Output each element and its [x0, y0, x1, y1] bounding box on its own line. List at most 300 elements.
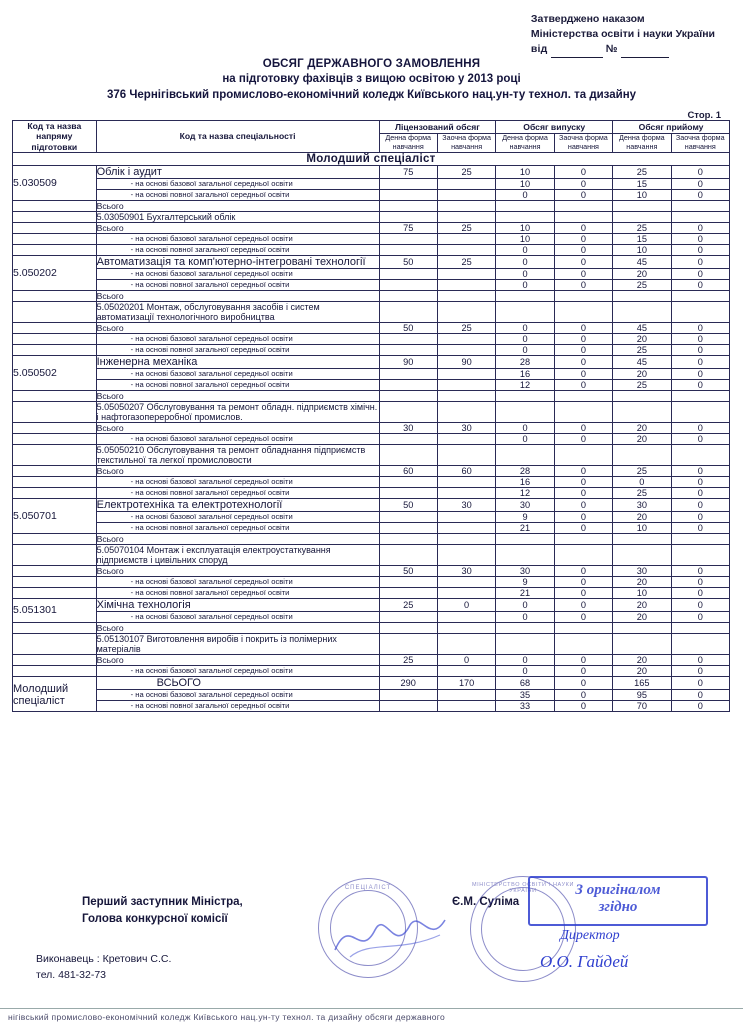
row-label: - на основі повної загальної середньої освіти: [96, 487, 379, 498]
cell-value: 0: [554, 565, 612, 576]
table-row: [13, 200, 730, 211]
page-number: Стор. 1: [687, 110, 721, 121]
cell-value: [437, 689, 495, 700]
cell-value: 25: [437, 165, 495, 178]
cell-value: [437, 700, 495, 711]
cell-value: [554, 544, 612, 565]
table-total-row: [13, 689, 730, 700]
table-row: [13, 433, 730, 444]
row-label: Всього: [96, 622, 379, 633]
cell-value: 0: [613, 476, 671, 487]
table-subspec-row: [13, 301, 730, 322]
cell-value: [379, 401, 437, 422]
cell-value: 68: [496, 676, 554, 689]
cell-value: 0: [671, 511, 729, 522]
cell-value: 0: [671, 165, 729, 178]
cell-value: 0: [554, 498, 612, 511]
spacer-code: [13, 665, 97, 676]
cell-value: [379, 522, 437, 533]
row-label: - на основі базової загальної середньої освіти: [96, 333, 379, 344]
table-row: [13, 598, 730, 611]
spacer-code: [13, 544, 97, 565]
signatory-title-line-1: Перший заступник Міністра,: [82, 896, 243, 908]
cell-value: [379, 344, 437, 355]
cell-value: 0: [554, 379, 612, 390]
cell-value: [437, 665, 495, 676]
cell-value: 20: [613, 598, 671, 611]
table-subspec-row: [13, 544, 730, 565]
subspec-title: 5.05070104 Монтаж і експлуатація електроустаткування підприємств і цивільних споруд: [96, 544, 379, 565]
cell-value: [437, 268, 495, 279]
cell-value: [613, 544, 671, 565]
cell-value: [671, 544, 729, 565]
cell-value: 25: [613, 465, 671, 476]
cell-value: 0: [554, 189, 612, 200]
spacer-code: [13, 444, 97, 465]
cell-value: 60: [379, 465, 437, 476]
cell-value: 75: [379, 222, 437, 233]
table-row: [13, 565, 730, 576]
table-row: [13, 178, 730, 189]
cell-value: 170: [437, 676, 495, 689]
cell-value: [379, 700, 437, 711]
cell-value: [554, 622, 612, 633]
group-name: Електротехніка та електротехнології: [96, 498, 379, 511]
cell-value: 0: [554, 255, 612, 268]
cell-value: 30: [496, 498, 554, 511]
cell-value: 25: [613, 379, 671, 390]
spacer-code: [13, 433, 97, 444]
cell-value: 9: [496, 576, 554, 587]
cell-value: 70: [613, 700, 671, 711]
cell-value: [554, 444, 612, 465]
round-stamp-college-text: СПЕЦІАЛІСТ: [344, 885, 392, 891]
cell-value: 0: [554, 178, 612, 189]
cell-value: 0: [554, 611, 612, 622]
table-row: [13, 322, 730, 333]
cell-value: 25: [613, 165, 671, 178]
spacer-code: [13, 622, 97, 633]
table-subspec-row: [13, 211, 730, 222]
row-label: - на основі базової загальної середньої освіти: [96, 268, 379, 279]
cell-value: 45: [613, 355, 671, 368]
cell-value: 0: [554, 233, 612, 244]
row-label: - на основі повної загальної середньої освіти: [96, 344, 379, 355]
cell-value: 20: [613, 576, 671, 587]
header-group-admission: Обсяг прийому: [613, 121, 730, 134]
cell-value: 50: [379, 498, 437, 511]
table-row: [13, 290, 730, 301]
approval-line-3: [531, 42, 715, 57]
cell-value: [496, 444, 554, 465]
spacer-code: [13, 476, 97, 487]
spacer-code: [13, 487, 97, 498]
cell-value: [379, 511, 437, 522]
spacer-code: [13, 533, 97, 544]
cell-value: 75: [379, 165, 437, 178]
cell-value: [437, 587, 495, 598]
row-label: Всього: [96, 465, 379, 476]
spacer-code: [13, 333, 97, 344]
approval-from-label: від: [530, 43, 548, 56]
cell-value: 20: [613, 665, 671, 676]
spacer-code: [13, 244, 97, 255]
cell-value: [613, 633, 671, 654]
cell-value: 50: [379, 255, 437, 268]
cell-value: [496, 200, 554, 211]
cell-value: [437, 401, 495, 422]
cell-value: [613, 401, 671, 422]
cell-value: [554, 211, 612, 222]
cell-value: 25: [613, 487, 671, 498]
table-total-row: [13, 700, 730, 711]
cell-value: 30: [437, 565, 495, 576]
table-row: [13, 279, 730, 290]
cell-value: 21: [496, 522, 554, 533]
cell-value: 30: [437, 422, 495, 433]
cell-value: 25: [613, 222, 671, 233]
handwritten-director-label: Директор: [560, 928, 620, 943]
spacer-code: [13, 401, 97, 422]
cell-value: 0: [496, 268, 554, 279]
cell-value: 20: [613, 511, 671, 522]
cell-value: 0: [496, 344, 554, 355]
cell-value: [379, 233, 437, 244]
spacer-code: [13, 344, 97, 355]
cell-value: [437, 433, 495, 444]
header-col-specialty: Код та назва спеціальності: [96, 121, 379, 153]
signatory-title: [82, 894, 243, 929]
cell-value: 0: [496, 433, 554, 444]
row-label: - на основі повної загальної середньої освіти: [96, 244, 379, 255]
cell-value: 25: [379, 654, 437, 665]
header-grad-ext: Заочна форма навчання: [554, 133, 612, 152]
cell-value: [437, 368, 495, 379]
cell-value: [379, 665, 437, 676]
row-label: - на основі повної загальної середньої освіти: [96, 522, 379, 533]
cell-value: [379, 279, 437, 290]
row-label: - на основі базової загальної середньої освіти: [96, 611, 379, 622]
cell-value: [379, 268, 437, 279]
cell-value: [379, 390, 437, 401]
cell-value: [437, 633, 495, 654]
cell-value: [671, 533, 729, 544]
cell-value: [379, 368, 437, 379]
table-row: [13, 465, 730, 476]
header-group-licensed: Ліцензований обсяг: [379, 121, 496, 134]
cell-value: 21: [496, 587, 554, 598]
approval-line-1: Затверджено наказом: [530, 13, 645, 25]
table-row: [13, 255, 730, 268]
cell-value: [379, 444, 437, 465]
cell-value: [437, 533, 495, 544]
cell-value: 0: [671, 355, 729, 368]
row-label: - на основі базової загальної середньої освіти: [96, 665, 379, 676]
cell-value: 45: [613, 255, 671, 268]
table-row: [13, 511, 730, 522]
cell-value: [437, 178, 495, 189]
cell-value: 90: [437, 355, 495, 368]
cell-value: [379, 178, 437, 189]
subspec-title: 5.03050901 Бухгалтерський облік: [96, 211, 379, 222]
table-row: [13, 422, 730, 433]
executor-phone: тел. 481-32-73: [36, 968, 107, 981]
table-subspec-row: [13, 444, 730, 465]
cell-value: [496, 533, 554, 544]
cell-value: 15: [613, 178, 671, 189]
cell-value: 90: [379, 355, 437, 368]
table-row: [13, 611, 730, 622]
cell-value: [437, 487, 495, 498]
header-adm-ext: Заочна форма навчання: [671, 133, 729, 152]
row-label: - на основі повної загальної середньої освіти: [96, 279, 379, 290]
table-row: [13, 476, 730, 487]
cell-value: [379, 189, 437, 200]
cell-value: [671, 290, 729, 301]
cell-value: 20: [613, 433, 671, 444]
table-row: [13, 654, 730, 665]
cell-value: [379, 211, 437, 222]
title-line-3: 376 Чернігівський промислово-економічний коледж Київського нац.ун-ту технол. та дизайну: [106, 89, 637, 101]
cell-value: [437, 576, 495, 587]
cell-value: 20: [613, 422, 671, 433]
cell-value: [437, 544, 495, 565]
cell-value: [613, 290, 671, 301]
spacer-code: [13, 576, 97, 587]
title-line-1: ОБСЯГ ДЕРЖАВНОГО ЗАМОВЛЕННЯ: [262, 58, 481, 70]
cell-value: [437, 344, 495, 355]
cell-value: 20: [613, 611, 671, 622]
spacer-code: [13, 390, 97, 401]
cell-value: [379, 476, 437, 487]
cell-value: 0: [437, 654, 495, 665]
cell-value: [379, 301, 437, 322]
approval-number-label: №: [605, 43, 618, 56]
cell-value: 0: [671, 611, 729, 622]
spacer-code: [13, 587, 97, 598]
cell-value: 30: [496, 565, 554, 576]
table-row: [13, 665, 730, 676]
cell-value: 0: [554, 576, 612, 587]
original-copy-stamp-line-2: згідно: [598, 899, 638, 915]
table-row: [13, 368, 730, 379]
cell-value: [437, 211, 495, 222]
cell-value: 0: [671, 244, 729, 255]
table-row: [13, 233, 730, 244]
cell-value: [379, 587, 437, 598]
cell-value: [437, 301, 495, 322]
row-label: - на основі базової загальної середньої освіти: [96, 511, 379, 522]
quota-table: [12, 120, 730, 712]
cell-value: [379, 533, 437, 544]
cell-value: 10: [496, 222, 554, 233]
cell-value: 0: [671, 433, 729, 444]
spacer-code: [13, 633, 97, 654]
cell-value: [437, 622, 495, 633]
cell-value: 0: [554, 322, 612, 333]
cell-value: [437, 522, 495, 533]
cell-value: 0: [671, 178, 729, 189]
cell-value: 0: [671, 598, 729, 611]
table-row: [13, 487, 730, 498]
cell-value: 0: [554, 689, 612, 700]
cell-value: 12: [496, 487, 554, 498]
signature-scribble-icon: [330, 905, 450, 965]
cell-value: 0: [671, 522, 729, 533]
cell-value: [437, 390, 495, 401]
header-col-napryam: Код та назва напряму підготовки: [13, 121, 97, 153]
cell-value: [554, 533, 612, 544]
row-label: Всього: [96, 222, 379, 233]
cell-value: 0: [554, 700, 612, 711]
cell-value: 165: [613, 676, 671, 689]
cell-value: 16: [496, 476, 554, 487]
cell-value: 0: [671, 587, 729, 598]
cell-value: [496, 401, 554, 422]
row-label: - на основі базової загальної середньої освіти: [96, 233, 379, 244]
cell-value: [554, 401, 612, 422]
grand-total-word: ВСЬОГО: [96, 676, 379, 689]
cell-value: 25: [379, 598, 437, 611]
row-label: Всього: [96, 200, 379, 211]
cell-value: [496, 622, 554, 633]
cell-value: 20: [613, 654, 671, 665]
cell-value: 0: [554, 244, 612, 255]
header-grad-day: Денна форма навчання: [496, 133, 554, 152]
cell-value: 0: [554, 279, 612, 290]
cell-value: [379, 333, 437, 344]
cell-value: 0: [671, 576, 729, 587]
cell-value: [437, 244, 495, 255]
cell-value: [671, 211, 729, 222]
spacer-code: [13, 565, 97, 576]
cell-value: 0: [671, 498, 729, 511]
cell-value: 0: [671, 189, 729, 200]
cell-value: 60: [437, 465, 495, 476]
cell-value: [379, 622, 437, 633]
table-row: [13, 244, 730, 255]
cell-value: 0: [554, 165, 612, 178]
cell-value: 0: [554, 268, 612, 279]
cell-value: 0: [496, 598, 554, 611]
cell-value: 25: [437, 222, 495, 233]
table-header-row-1: [13, 121, 730, 134]
cell-value: 0: [554, 476, 612, 487]
cell-value: 0: [496, 322, 554, 333]
cell-value: [496, 390, 554, 401]
cell-value: 290: [379, 676, 437, 689]
cell-value: [496, 633, 554, 654]
cell-value: 10: [496, 178, 554, 189]
cell-value: [496, 211, 554, 222]
cell-value: [437, 444, 495, 465]
cell-value: 0: [671, 689, 729, 700]
cell-value: 0: [671, 222, 729, 233]
row-label: - на основі базової загальної середньої освіти: [96, 368, 379, 379]
cell-value: [613, 444, 671, 465]
cell-value: [379, 290, 437, 301]
cell-value: 0: [671, 379, 729, 390]
spacer-code: [13, 290, 97, 301]
group-name: Облік і аудит: [96, 165, 379, 178]
row-label: Всього: [96, 290, 379, 301]
spacer-code: [13, 200, 97, 211]
cell-value: 10: [496, 233, 554, 244]
group-code: 5.050502: [13, 355, 97, 390]
cell-value: 15: [613, 233, 671, 244]
cell-value: [671, 444, 729, 465]
cell-value: 28: [496, 355, 554, 368]
cell-value: 0: [554, 368, 612, 379]
cell-value: 0: [554, 465, 612, 476]
cell-value: 0: [554, 654, 612, 665]
cell-value: 0: [554, 665, 612, 676]
row-label: Всього: [96, 422, 379, 433]
cell-value: 0: [554, 355, 612, 368]
row-label: Всього: [96, 390, 379, 401]
cell-value: [671, 622, 729, 633]
spacer-code: [13, 422, 97, 433]
spacer-code: [13, 301, 97, 322]
cell-value: 0: [671, 368, 729, 379]
subspec-title: 5.05020201 Монтаж, обслуговування засобів і систем автоматизації технологічного виробництва: [96, 301, 379, 322]
cell-value: 0: [554, 522, 612, 533]
cell-value: [379, 379, 437, 390]
cell-value: 10: [613, 587, 671, 598]
cell-value: 0: [554, 422, 612, 433]
cell-value: [437, 333, 495, 344]
cell-value: 0: [671, 700, 729, 711]
subspec-title: 5.05130107 Виготовлення виробів і покрить із полімерних матеріалів: [96, 633, 379, 654]
cell-value: [671, 200, 729, 211]
cell-value: 0: [671, 676, 729, 689]
cell-value: 12: [496, 379, 554, 390]
cell-value: 0: [554, 487, 612, 498]
table-head: [13, 121, 730, 153]
cell-value: 30: [379, 422, 437, 433]
cell-value: [613, 533, 671, 544]
cell-value: 0: [671, 233, 729, 244]
cell-value: 20: [613, 333, 671, 344]
table-row: [13, 522, 730, 533]
signatory-title-line-2: Голова конкурсної комісії: [82, 913, 228, 926]
header-group-graduation: Обсяг випуску: [496, 121, 613, 134]
table-row: [13, 222, 730, 233]
cell-value: 35: [496, 689, 554, 700]
cell-value: [496, 290, 554, 301]
cell-value: [613, 200, 671, 211]
cell-value: 0: [554, 333, 612, 344]
cell-value: [671, 390, 729, 401]
cell-value: [437, 189, 495, 200]
table-subspec-row: [13, 633, 730, 654]
cell-value: [379, 611, 437, 622]
row-label: - на основі базової загальної середньої освіти: [96, 178, 379, 189]
row-label: - на основі базової загальної середньої освіти: [96, 433, 379, 444]
cell-value: 16: [496, 368, 554, 379]
approval-number-blank: [621, 46, 669, 58]
cell-value: [554, 290, 612, 301]
cell-value: [613, 390, 671, 401]
cell-value: 0: [671, 465, 729, 476]
cell-value: [437, 200, 495, 211]
table-row: [13, 498, 730, 511]
cell-value: 0: [437, 598, 495, 611]
cell-value: 25: [613, 344, 671, 355]
group-code: 5.050701: [13, 498, 97, 533]
group-name: Інженерна механіка: [96, 355, 379, 368]
cell-value: 0: [496, 279, 554, 290]
